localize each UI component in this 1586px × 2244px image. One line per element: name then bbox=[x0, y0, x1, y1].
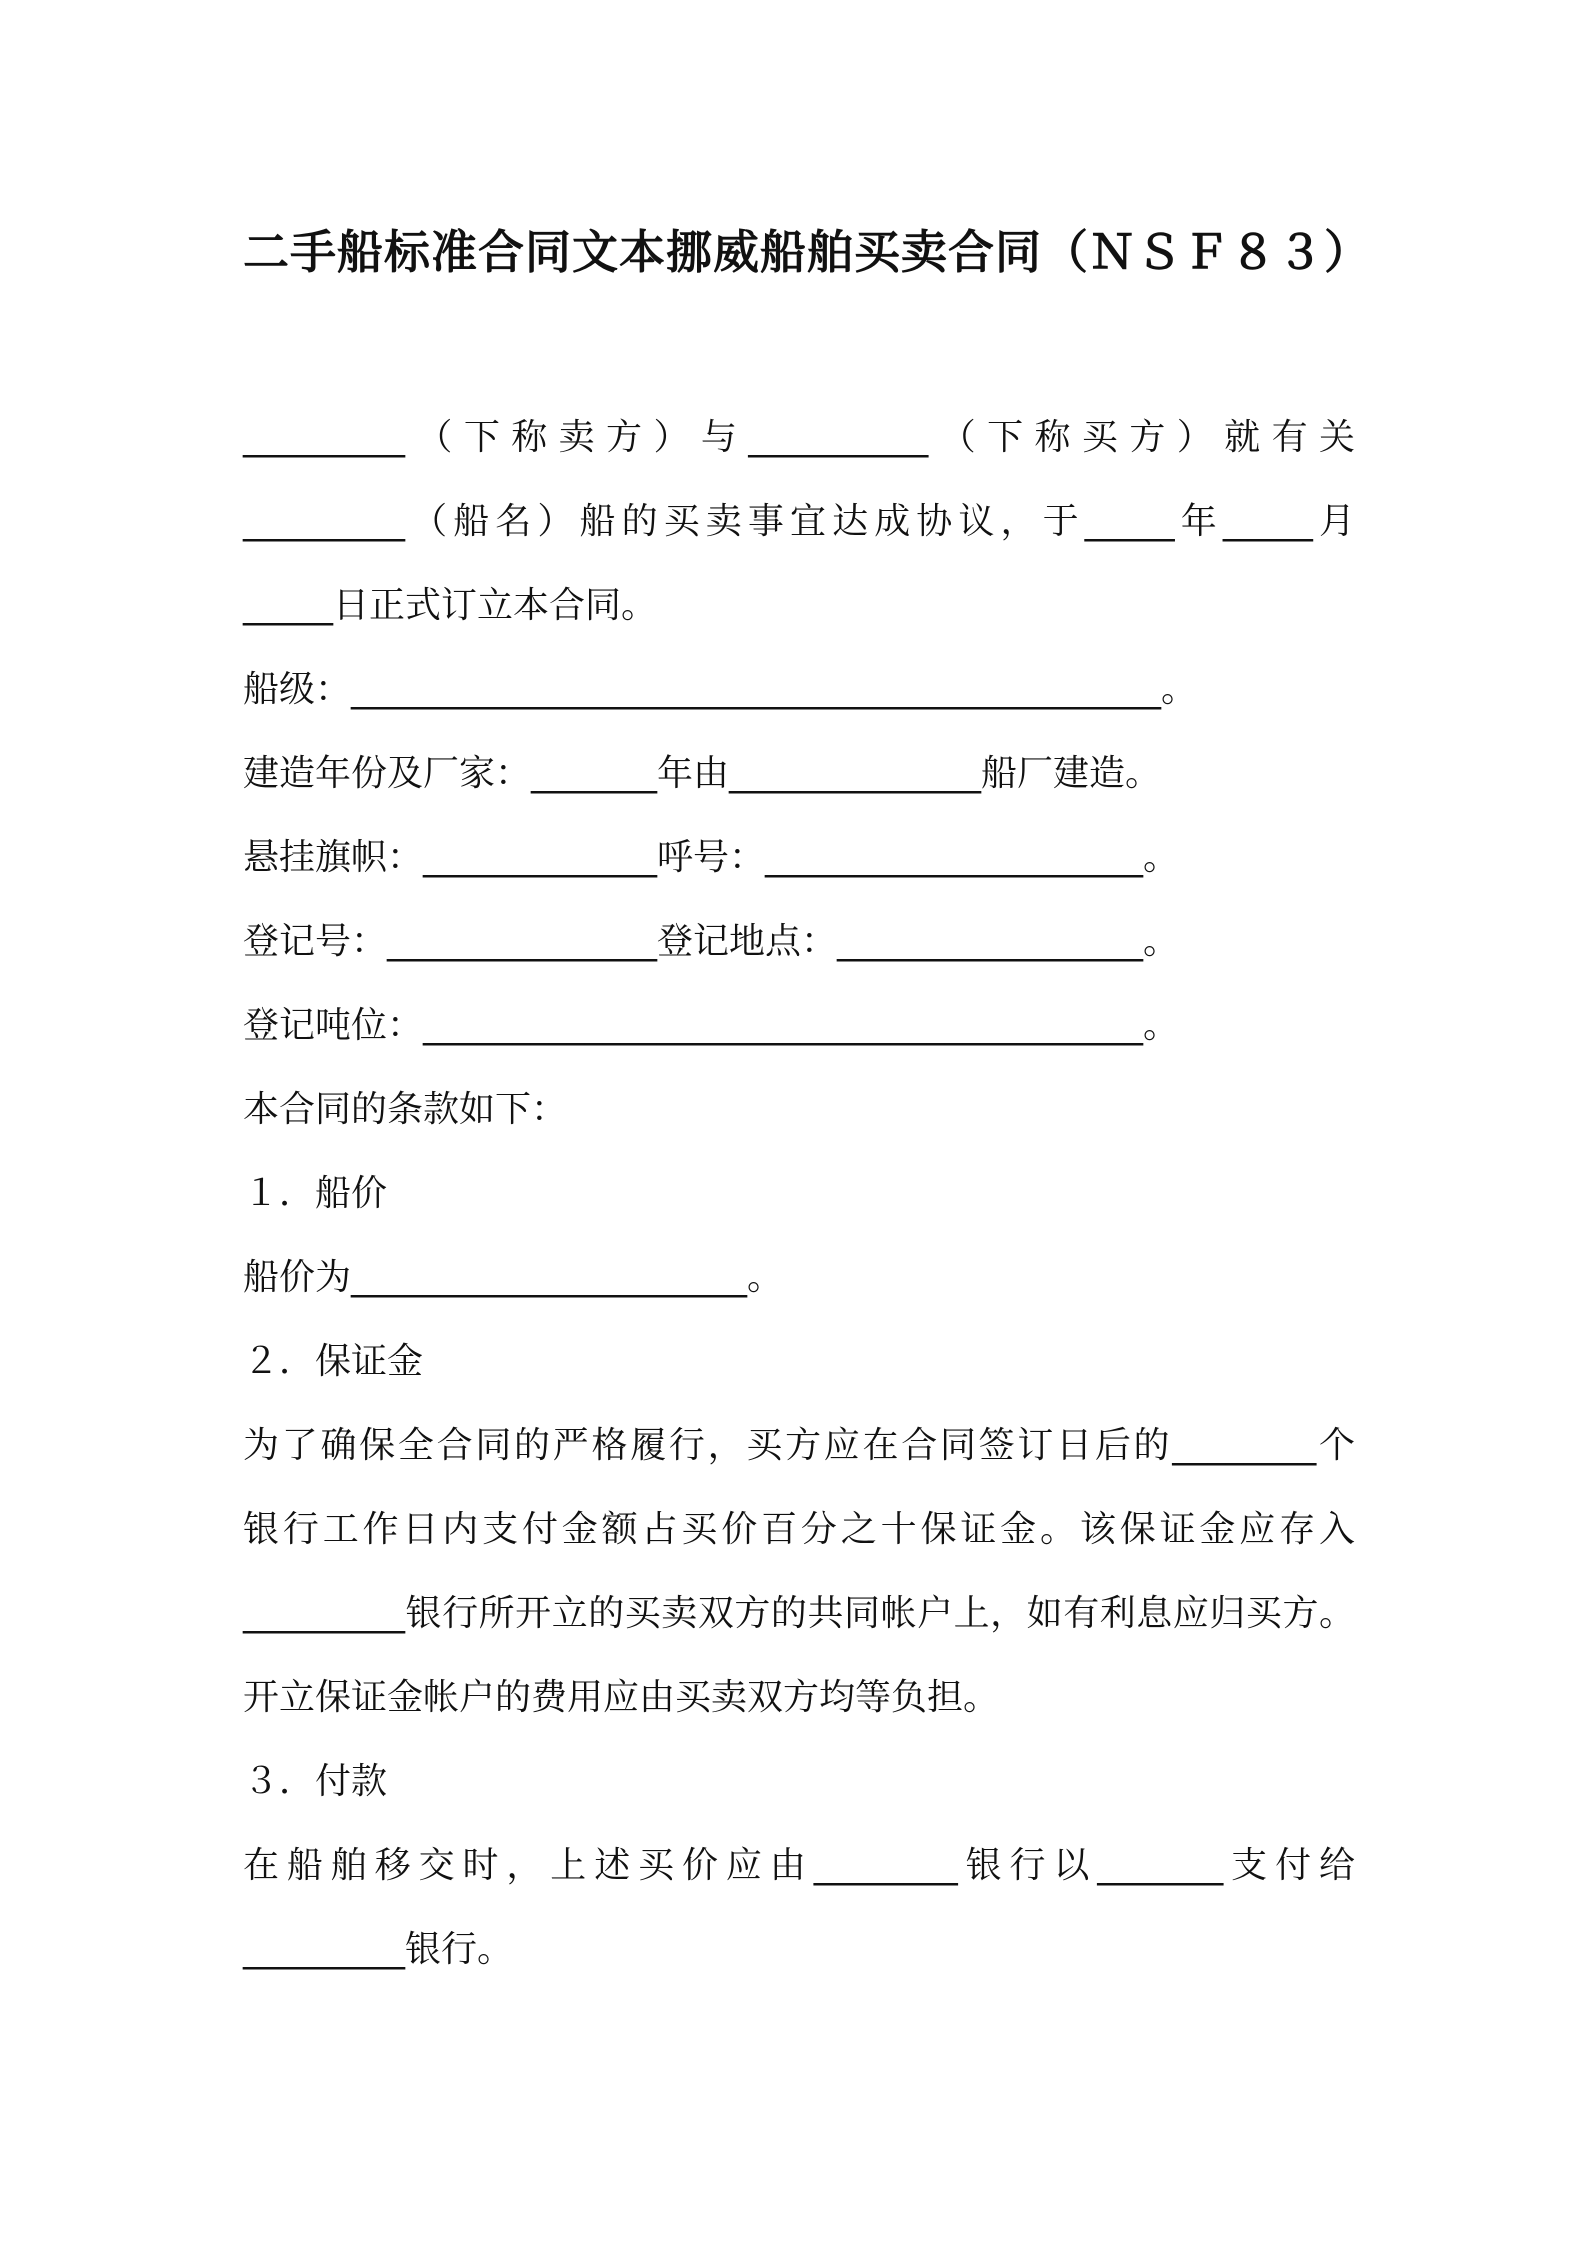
flag-callsign-field: 悬挂旗帜：_____________呼号：_____________________。 bbox=[243, 837, 1180, 878]
tonnage-field: 登记吨位：________________________________________。 bbox=[243, 1005, 1180, 1046]
section-heading-deposit: ２．保证金 bbox=[243, 1341, 424, 1382]
deposit-paragraph-line-3: _________银行所开立的买卖双方的共同帐户上，如有利息应归买方。 bbox=[243, 1593, 1355, 1634]
terms-intro: 本合同的条款如下： bbox=[243, 1089, 568, 1130]
payment-paragraph-line-1: 在船舶移交时，上述买价应由________银行以_______支付给 bbox=[243, 1845, 1355, 1886]
deposit-paragraph-line-2: 银行工作日内支付金额占买价百分之十保证金。该保证金应存入 bbox=[243, 1509, 1355, 1550]
party-clause-line-2: _________（船名）船的买卖事宜达成协议，于_____年_____月 bbox=[243, 501, 1355, 542]
section-heading-price: １．船价 bbox=[243, 1173, 388, 1214]
party-clause-line-1: _________（下称卖方）与__________（下称买方）就有关 bbox=[243, 417, 1355, 458]
registration-field: 登记号：_______________登记地点：_________________。 bbox=[243, 921, 1180, 962]
deposit-paragraph-line-1: 为了确保全合同的严格履行，买方应在合同签订日后的________个 bbox=[243, 1425, 1355, 1466]
ship-class-field: 船级：_____________________________________________。 bbox=[243, 669, 1198, 710]
build-year-field: 建造年份及厂家：_______年由______________船厂建造。 bbox=[243, 753, 1162, 794]
section-heading-payment: ３．付款 bbox=[243, 1761, 388, 1802]
price-field: 船价为______________________。 bbox=[243, 1257, 784, 1298]
payment-paragraph-line-2: _________银行。 bbox=[243, 1929, 514, 1970]
party-clause-line-3: _____日正式订立本合同。 bbox=[243, 585, 658, 626]
document-title: 二手船标准合同文本挪威船舶买卖合同（ＮＳＦ８３） bbox=[243, 225, 1371, 279]
deposit-paragraph-line-4: 开立保证金帐户的费用应由买卖双方均等负担。 bbox=[243, 1677, 1000, 1718]
